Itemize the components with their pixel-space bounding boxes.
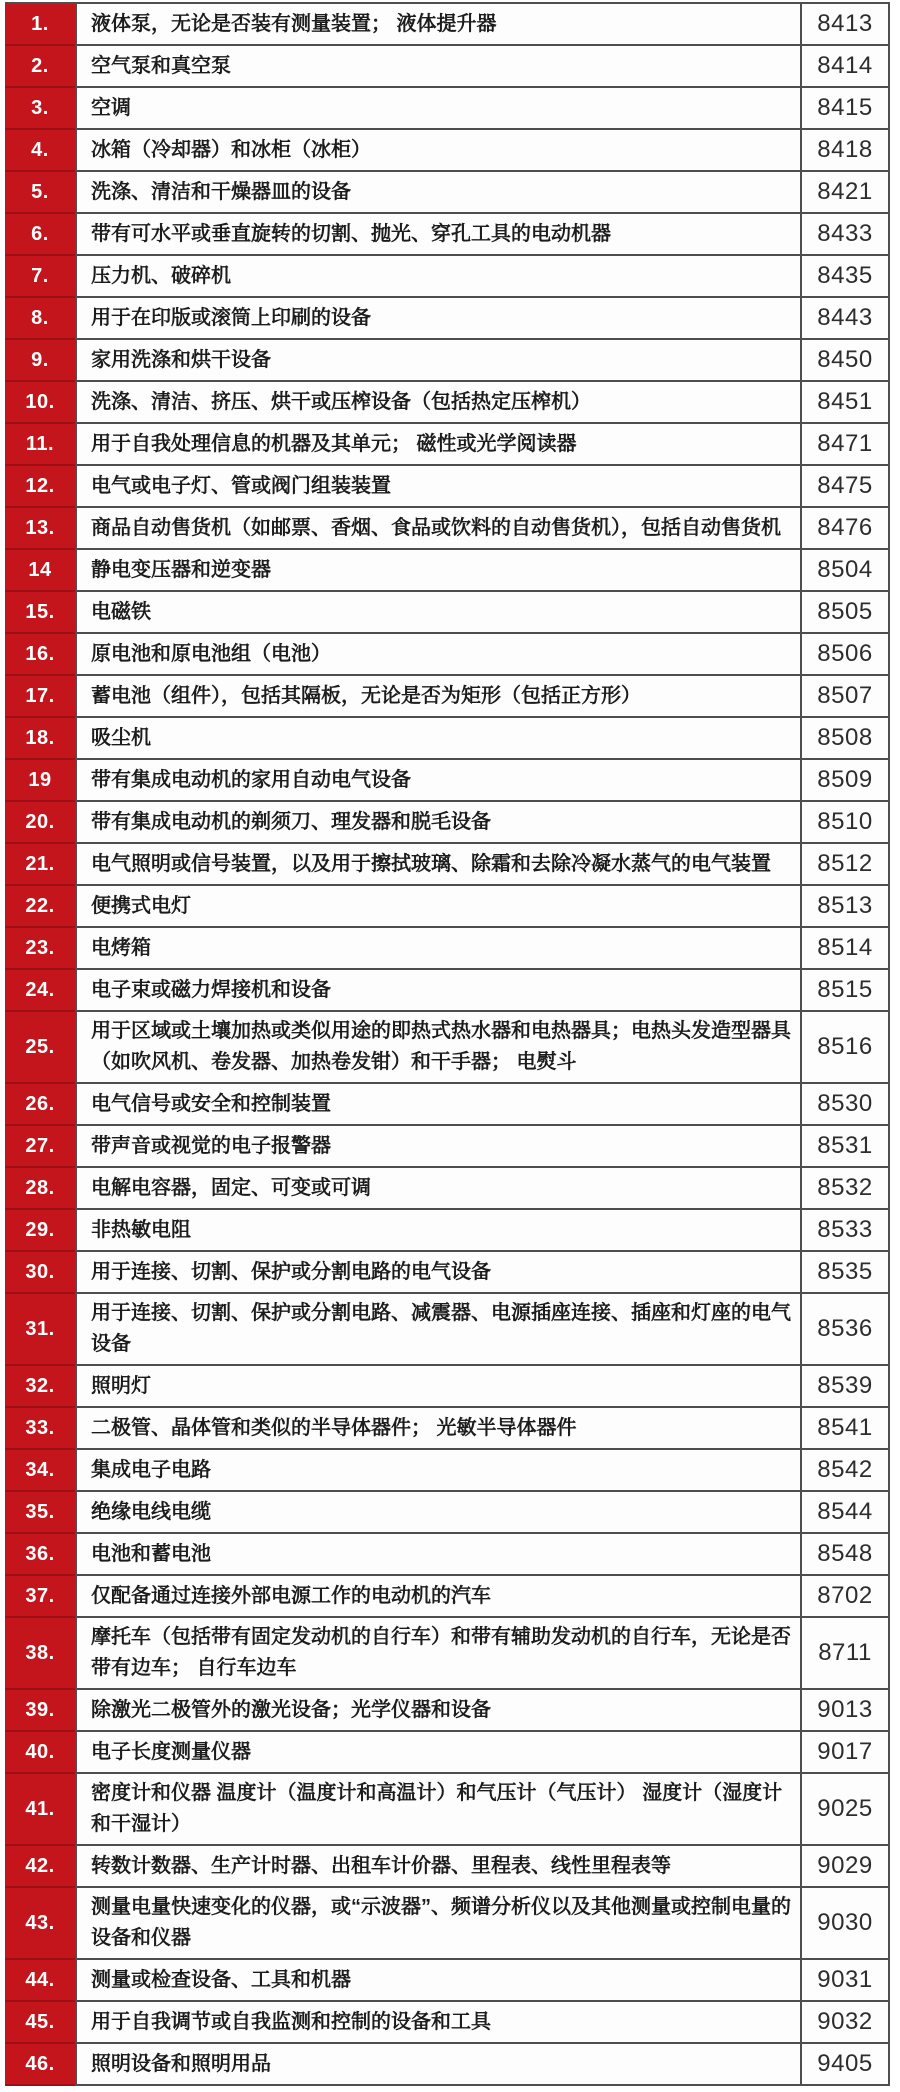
hs-code-cell: 8413 <box>802 4 890 46</box>
hs-code-cell: 9025 <box>802 1774 890 1846</box>
table-row <box>5 1210 890 1252</box>
table-row <box>5 1888 890 1960</box>
table-row <box>5 760 890 802</box>
table-row <box>5 844 890 886</box>
row-number-cell: 40. <box>5 1732 75 1774</box>
row-number-cell: 24. <box>5 970 75 1012</box>
hs-code-cell: 8451 <box>802 382 890 424</box>
hs-code-cell: 8450 <box>802 340 890 382</box>
hs-code-cell: 8433 <box>802 214 890 256</box>
row-number-cell: 14 <box>5 550 75 592</box>
product-description-cell: 电气照明或信号装置，以及用于擦拭玻璃、除霜和去除冷凝水蒸气的电气装置 <box>75 844 802 886</box>
table-row <box>5 172 890 214</box>
product-description-cell: 除激光二极管外的激光设备；光学仪器和设备 <box>75 1690 802 1732</box>
row-number-cell: 45. <box>5 2002 75 2044</box>
row-number-cell: 42. <box>5 1846 75 1888</box>
product-description-cell: 带有集成电动机的剃须刀、理发器和脱毛设备 <box>75 802 802 844</box>
hs-code-cell: 8541 <box>802 1408 890 1450</box>
product-description-cell: 用于区域或土壤加热或类似用途的即热式热水器和电热器具；电热头发造型器具（如吹风机、卷发器、加热卷发钳）和干手器； 电熨斗 <box>75 1012 802 1084</box>
row-number-cell: 37. <box>5 1576 75 1618</box>
table-row <box>5 130 890 172</box>
hs-code-cell: 8544 <box>802 1492 890 1534</box>
row-number-cell: 10. <box>5 382 75 424</box>
product-description-cell: 电子束或磁力焊接机和设备 <box>75 970 802 1012</box>
row-number-cell: 26. <box>5 1084 75 1126</box>
product-description-cell: 空气泵和真空泵 <box>75 46 802 88</box>
row-number-cell: 15. <box>5 592 75 634</box>
table-row <box>5 1732 890 1774</box>
row-number-cell: 46. <box>5 2044 75 2086</box>
table-row <box>5 4 890 46</box>
hs-code-cell: 8515 <box>802 970 890 1012</box>
table-row <box>5 466 890 508</box>
row-number-cell: 38. <box>5 1618 75 1690</box>
product-description-cell: 电烤箱 <box>75 928 802 970</box>
row-number-cell: 33. <box>5 1408 75 1450</box>
product-description-cell: 带有可水平或垂直旋转的切割、抛光、穿孔工具的电动机器 <box>75 214 802 256</box>
product-description-cell: 集成电子电路 <box>75 1450 802 1492</box>
table-row <box>5 592 890 634</box>
product-description-cell: 洗涤、清洁和干燥器皿的设备 <box>75 172 802 214</box>
row-number-cell: 35. <box>5 1492 75 1534</box>
table-row <box>5 46 890 88</box>
product-description-cell: 电气信号或安全和控制装置 <box>75 1084 802 1126</box>
table-row <box>5 676 890 718</box>
product-description-cell: 家用洗涤和烘干设备 <box>75 340 802 382</box>
table-row <box>5 718 890 760</box>
product-description-cell: 带有集成电动机的家用自动电气设备 <box>75 760 802 802</box>
hs-code-cell: 8513 <box>802 886 890 928</box>
product-description-cell: 蓄电池（组件），包括其隔板，无论是否为矩形（包括正方形） <box>75 676 802 718</box>
hs-code-cell: 8532 <box>802 1168 890 1210</box>
product-description-cell: 用于连接、切割、保护或分割电路的电气设备 <box>75 1252 802 1294</box>
table-row <box>5 1450 890 1492</box>
row-number-cell: 20. <box>5 802 75 844</box>
product-description-cell: 照明灯 <box>75 1366 802 1408</box>
table-row <box>5 1168 890 1210</box>
row-number-cell: 2. <box>5 46 75 88</box>
row-number-cell: 12. <box>5 466 75 508</box>
table-row <box>5 1774 890 1846</box>
row-number-cell: 17. <box>5 676 75 718</box>
row-number-cell: 8. <box>5 298 75 340</box>
table-row <box>5 2044 890 2086</box>
hs-code-cell: 8508 <box>802 718 890 760</box>
hs-code-cell: 8509 <box>802 760 890 802</box>
hs-code-cell: 9405 <box>802 2044 890 2086</box>
product-description-cell: 电气或电子灯、管或阀门组装装置 <box>75 466 802 508</box>
row-number-cell: 9. <box>5 340 75 382</box>
hs-code-cell: 8475 <box>802 466 890 508</box>
hs-code-cell: 8542 <box>802 1450 890 1492</box>
table-row <box>5 256 890 298</box>
product-description-cell: 便携式电灯 <box>75 886 802 928</box>
product-description-cell: 用于自我处理信息的机器及其单元； 磁性或光学阅读器 <box>75 424 802 466</box>
hs-code-cell: 9029 <box>802 1846 890 1888</box>
product-description-cell: 压力机、破碎机 <box>75 256 802 298</box>
row-number-cell: 36. <box>5 1534 75 1576</box>
product-description-cell: 电子长度测量仪器 <box>75 1732 802 1774</box>
product-description-cell: 空调 <box>75 88 802 130</box>
product-description-cell: 冰箱（冷却器）和冰柜（冰柜） <box>75 130 802 172</box>
row-number-cell: 13. <box>5 508 75 550</box>
hs-code-cell: 8421 <box>802 172 890 214</box>
hs-code-cell: 8507 <box>802 676 890 718</box>
row-number-cell: 23. <box>5 928 75 970</box>
hs-code-cell: 8435 <box>802 256 890 298</box>
row-number-cell: 21. <box>5 844 75 886</box>
hs-code-cell: 8539 <box>802 1366 890 1408</box>
row-number-cell: 18. <box>5 718 75 760</box>
hs-code-cell: 8510 <box>802 802 890 844</box>
row-number-cell: 1. <box>5 4 75 46</box>
table-row <box>5 634 890 676</box>
product-description-cell: 仅配备通过连接外部电源工作的电动机的汽车 <box>75 1576 802 1618</box>
product-description-cell: 测量电量快速变化的仪器，或“示波器”、频谱分析仪以及其他测量或控制电量的设备和仪器 <box>75 1888 802 1960</box>
row-number-cell: 16. <box>5 634 75 676</box>
product-description-cell: 液体泵，无论是否装有测量装置； 液体提升器 <box>75 4 802 46</box>
hs-code-cell: 8530 <box>802 1084 890 1126</box>
table-row <box>5 298 890 340</box>
hs-code-cell: 8415 <box>802 88 890 130</box>
table-row <box>5 382 890 424</box>
hs-code-cell: 8512 <box>802 844 890 886</box>
product-description-cell: 商品自动售货机（如邮票、香烟、食品或饮料的自动售货机），包括自动售货机 <box>75 508 802 550</box>
table-row <box>5 928 890 970</box>
table-row <box>5 424 890 466</box>
product-description-cell: 带声音或视觉的电子报警器 <box>75 1126 802 1168</box>
row-number-cell: 43. <box>5 1888 75 1960</box>
row-number-cell: 27. <box>5 1126 75 1168</box>
hs-code-cell: 9017 <box>802 1732 890 1774</box>
table-row <box>5 886 890 928</box>
product-description-cell: 用于在印版或滚筒上印刷的设备 <box>75 298 802 340</box>
hs-code-cell: 9032 <box>802 2002 890 2044</box>
table-row <box>5 1618 890 1690</box>
table-row <box>5 550 890 592</box>
row-number-cell: 30. <box>5 1252 75 1294</box>
hs-code-cell: 8548 <box>802 1534 890 1576</box>
product-description-cell: 摩托车（包括带有固定发动机的自行车）和带有辅助发动机的自行车，无论是否带有边车； 自行车边车 <box>75 1618 802 1690</box>
row-number-cell: 25. <box>5 1012 75 1084</box>
row-number-cell: 4. <box>5 130 75 172</box>
row-number-cell: 41. <box>5 1774 75 1846</box>
row-number-cell: 19 <box>5 760 75 802</box>
table-row <box>5 1252 890 1294</box>
hs-code-cell: 8514 <box>802 928 890 970</box>
hs-code-cell: 9030 <box>802 1888 890 1960</box>
row-number-cell: 6. <box>5 214 75 256</box>
product-description-cell: 洗涤、清洁、挤压、烘干或压榨设备（包括热定压榨机） <box>75 382 802 424</box>
table-row <box>5 1576 890 1618</box>
row-number-cell: 32. <box>5 1366 75 1408</box>
table-row <box>5 1534 890 1576</box>
product-description-cell: 静电变压器和逆变器 <box>75 550 802 592</box>
product-description-cell: 非热敏电阻 <box>75 1210 802 1252</box>
hs-code-cell: 9031 <box>802 1960 890 2002</box>
table-row <box>5 1492 890 1534</box>
table-row <box>5 88 890 130</box>
hs-code-cell: 8711 <box>802 1618 890 1690</box>
table-row <box>5 1690 890 1732</box>
hs-code-cell: 9013 <box>802 1690 890 1732</box>
product-description-cell: 测量或检查设备、工具和机器 <box>75 1960 802 2002</box>
table-row <box>5 1366 890 1408</box>
row-number-cell: 44. <box>5 1960 75 2002</box>
table-row <box>5 1960 890 2002</box>
table-row <box>5 508 890 550</box>
table-row <box>5 1084 890 1126</box>
hs-code-cell: 8536 <box>802 1294 890 1366</box>
table-row <box>5 1846 890 1888</box>
table-row <box>5 1408 890 1450</box>
product-description-cell: 密度计和仪器 温度计（温度计和高温计）和气压计（气压计） 湿度计（湿度计和干湿计） <box>75 1774 802 1846</box>
table-row <box>5 1126 890 1168</box>
hs-code-cell: 8504 <box>802 550 890 592</box>
row-number-cell: 29. <box>5 1210 75 1252</box>
hs-code-cell: 8443 <box>802 298 890 340</box>
product-description-cell: 电池和蓄电池 <box>75 1534 802 1576</box>
product-description-cell: 照明设备和照明用品 <box>75 2044 802 2086</box>
products-table <box>5 2 890 2086</box>
product-description-cell: 电磁铁 <box>75 592 802 634</box>
row-number-cell: 28. <box>5 1168 75 1210</box>
hs-code-cell: 8505 <box>802 592 890 634</box>
hs-code-cell: 8418 <box>802 130 890 172</box>
product-description-cell: 吸尘机 <box>75 718 802 760</box>
row-number-cell: 5. <box>5 172 75 214</box>
hs-code-cell: 8535 <box>802 1252 890 1294</box>
row-number-cell: 34. <box>5 1450 75 1492</box>
product-description-cell: 转数计数器、生产计时器、出租车计价器、里程表、线性里程表等 <box>75 1846 802 1888</box>
row-number-cell: 3. <box>5 88 75 130</box>
hs-code-cell: 8476 <box>802 508 890 550</box>
hs-code-cell: 8533 <box>802 1210 890 1252</box>
hs-code-cell: 8471 <box>802 424 890 466</box>
row-number-cell: 11. <box>5 424 75 466</box>
table-row <box>5 2002 890 2044</box>
hs-code-cell: 8531 <box>802 1126 890 1168</box>
product-description-cell: 绝缘电线电缆 <box>75 1492 802 1534</box>
hs-code-cell: 8702 <box>802 1576 890 1618</box>
hs-code-cell: 8516 <box>802 1012 890 1084</box>
table-row <box>5 970 890 1012</box>
product-description-cell: 二极管、晶体管和类似的半导体器件； 光敏半导体器件 <box>75 1408 802 1450</box>
product-description-cell: 用于自我调节或自我监测和控制的设备和工具 <box>75 2002 802 2044</box>
product-description-cell: 用于连接、切割、保护或分割电路、减震器、电源插座连接、插座和灯座的电气设备 <box>75 1294 802 1366</box>
row-number-cell: 7. <box>5 256 75 298</box>
table-row <box>5 214 890 256</box>
table-row <box>5 1294 890 1366</box>
table-row <box>5 340 890 382</box>
hs-code-cell: 8506 <box>802 634 890 676</box>
product-description-cell: 电解电容器，固定、可变或可调 <box>75 1168 802 1210</box>
row-number-cell: 31. <box>5 1294 75 1366</box>
hs-code-cell: 8414 <box>802 46 890 88</box>
table-row <box>5 802 890 844</box>
row-number-cell: 22. <box>5 886 75 928</box>
product-description-cell: 原电池和原电池组（电池） <box>75 634 802 676</box>
row-number-cell: 39. <box>5 1690 75 1732</box>
table-row <box>5 1012 890 1084</box>
